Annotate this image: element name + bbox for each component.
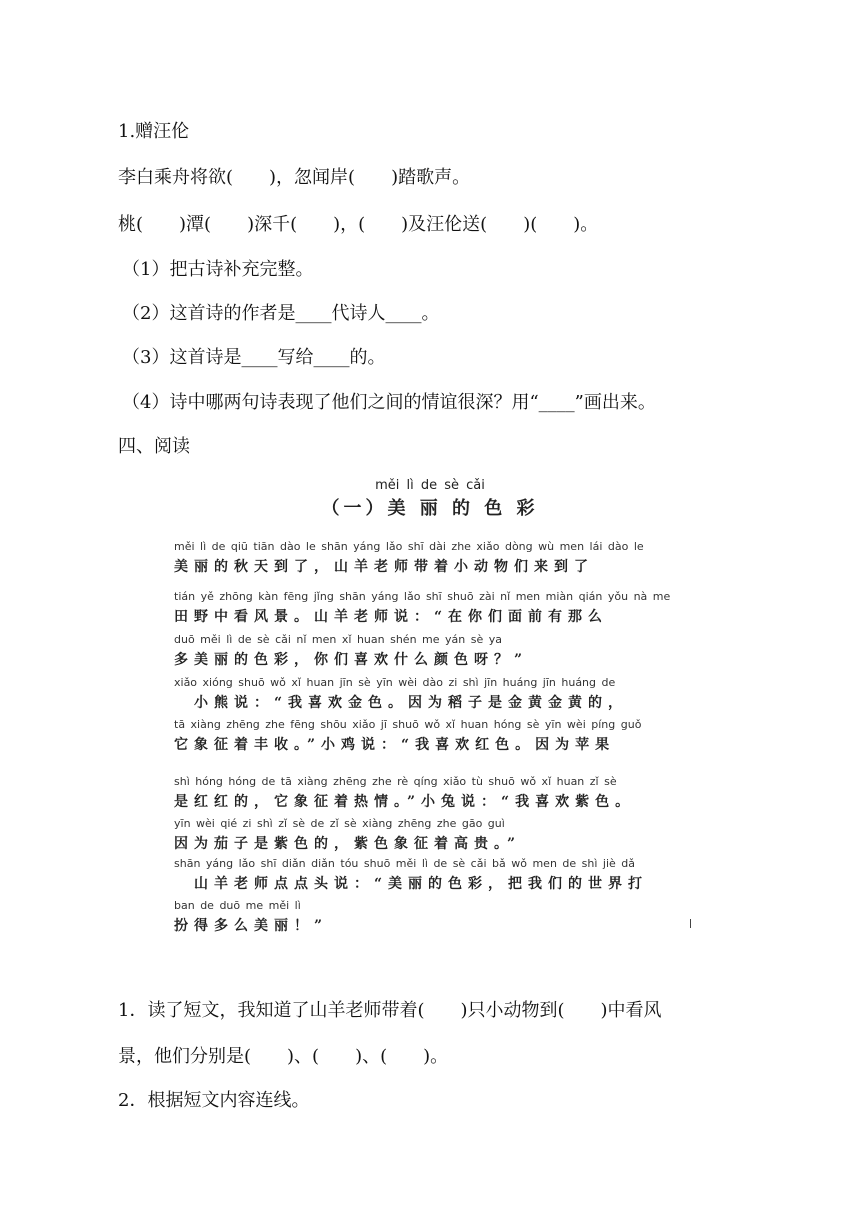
passage-line-hanzi: 是红红的，它象征着热情。”小兔说：“我喜欢紫色。 xyxy=(174,794,636,810)
passage-line-pinyin: yīn wèi qié zi shì zǐ sè de zǐ sè xiàng zhēng zhe gāo guì xyxy=(174,817,505,830)
scan-mark xyxy=(690,919,691,928)
passage-line-hanzi: 因为茄子是紫色的，紫色象征着高贵。” xyxy=(174,836,522,852)
passage-line-hanzi: 美丽的秋天到了，山羊老师带着小动物们来到了 xyxy=(174,559,594,575)
poem-line-2: 桃( )潭( )深千( )，( )及汪伦送( )( )。 xyxy=(118,214,599,235)
poem-question-3: （3）这首诗是____写给____的。 xyxy=(122,347,386,368)
passage-title: （一）美 丽 的 色 彩 xyxy=(321,498,539,519)
passage-line-pinyin: duō měi lì de sè cǎi nǐ men xǐ huan shén me yán sè ya xyxy=(174,633,502,646)
question-2: 2．根据短文内容连线。 xyxy=(118,1090,310,1111)
poem-question-4: （4）诗中哪两句诗表现了他们之间的情谊很深？用“____”画出来。 xyxy=(122,392,656,413)
passage-line-pinyin: měi lì de qiū tiān dào le shān yáng lǎo shī dài zhe xiǎo dòng wù men lái dào le xyxy=(174,540,644,553)
question-1-line-b: 景，他们分别是( )、( )、( )。 xyxy=(118,1046,449,1067)
poem-question-1: （1）把古诗补充完整。 xyxy=(122,259,314,280)
passage-title-pinyin: měi lì de sè cǎi xyxy=(375,478,485,493)
section-title: 四、阅读 xyxy=(118,436,190,457)
passage-line-hanzi: 它象征着丰收。”小鸡说：“我喜欢红色。因为苹果 xyxy=(174,737,616,753)
poem-line-1: 李白乘舟将欲( )，忽闻岸( )踏歌声。 xyxy=(118,167,471,188)
passage-line-hanzi: 多美丽的色彩，你们喜欢什么颜色呀？” xyxy=(174,652,529,668)
passage-line-hanzi: 扮得多么美丽！” xyxy=(174,918,329,934)
passage-line-pinyin: ban de duō me měi lì xyxy=(174,899,301,912)
passage-line-hanzi: 小熊说：“我喜欢金色。因为稻子是金黄金黄的， xyxy=(174,695,629,711)
poem-question-2: （2）这首诗的作者是____代诗人____。 xyxy=(122,303,440,324)
passage-line-hanzi: 山羊老师点点头说：“美丽的色彩，把我们的世界打 xyxy=(174,876,649,892)
passage-line-hanzi: 田野中看风景。山羊老师说：“在你们面前有那么 xyxy=(174,609,609,625)
passage-line-pinyin: shì hóng hóng de tā xiàng zhēng zhe rè qíng xiǎo tù shuō wǒ xǐ huan zǐ sè xyxy=(174,775,617,788)
question-1-line-a: 1．读了短文，我知道了山羊老师带着( )只小动物到( )中看风 xyxy=(118,1000,662,1021)
passage-line-pinyin: shān yáng lǎo shī diǎn diǎn tóu shuō měi lì de sè cǎi bǎ wǒ men de shì jiè dǎ xyxy=(174,857,636,870)
poem-title: 1.赠汪伦 xyxy=(118,121,190,142)
passage-line-pinyin: xiǎo xióng shuō wǒ xǐ huan jīn sè yīn wèi dào zi shì jīn huáng jīn huáng de xyxy=(174,676,616,689)
passage-line-pinyin: tā xiàng zhēng zhe fēng shōu xiǎo jī shuō wǒ xǐ huan hóng sè yīn wèi píng guǒ xyxy=(174,718,642,731)
passage-line-pinyin: tián yě zhōng kàn fēng jǐng shān yáng lǎo shī shuō zài nǐ men miàn qián yǒu nà me xyxy=(174,590,671,603)
